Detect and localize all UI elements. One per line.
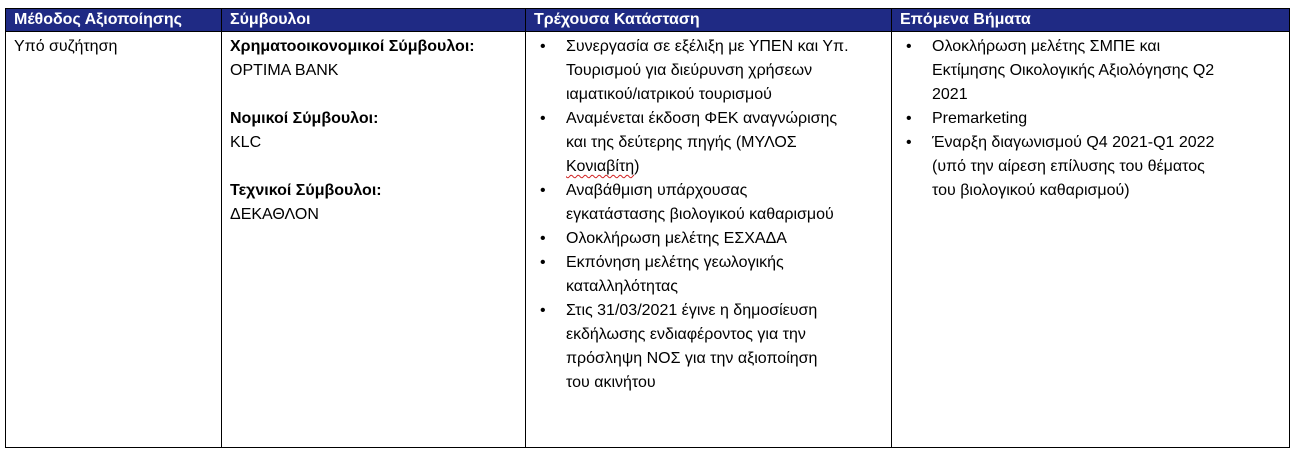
status-line (566, 155, 883, 179)
next-step-line: του βιολογικού καθαρισμού) (932, 182, 1130, 199)
spacer (230, 83, 517, 107)
status-line: εγκατάστασης βιολογικού καθαρισμού (566, 206, 834, 223)
spacer (230, 155, 517, 179)
next-step-line: Εκτίμησης Οικολογικής Αξιολόγησης Q2 (932, 62, 1215, 79)
bullet-icon: • (540, 182, 546, 199)
status-line: Αναμένεται έκδοση ΦΕΚ αναγνώρισης (566, 110, 838, 127)
status-line: Συνεργασία σε εξέλιξη με ΥΠΕΝ και Υπ. (566, 38, 849, 55)
bullet-icon: • (540, 230, 546, 247)
next-step-item (900, 107, 1281, 131)
status-line: και της δεύτερης πηγής (ΜΥΛΟΣ (566, 134, 797, 151)
status-line: εκδήλωσης ενδιαφέροντος για την (566, 326, 806, 343)
next-step-item (900, 35, 1281, 107)
bullet-icon: • (906, 38, 912, 55)
status-item (534, 227, 883, 251)
header-row (6, 9, 1290, 32)
financial-advisors-value: OPTIMA BANK (230, 62, 339, 79)
advisors-cell (222, 32, 526, 448)
status-line: ιαματικού/ιατρικού τουρισμού (566, 86, 772, 103)
next-steps-cell (892, 32, 1290, 448)
status-line-suffix: ) (634, 158, 640, 175)
next-step-line: 2021 (932, 86, 968, 103)
next-step-line: Έναρξη διαγωνισμού Q4 2021-Q1 2022 (932, 134, 1215, 151)
next-step-line: (υπό την αίρεση επίλυσης του θέματος (932, 158, 1205, 175)
bullet-icon: • (906, 134, 912, 151)
status-item (534, 35, 883, 107)
bullet-icon: • (906, 110, 912, 127)
bullet-icon: • (540, 110, 546, 127)
technical-advisors-value: ΔΕΚΑΘΛΟΝ (230, 206, 319, 223)
content-row (6, 32, 1290, 448)
next-step-line: Ολοκλήρωση μελέτης ΣΜΠΕ και (932, 38, 1161, 55)
spellcheck-word: Κονιαβίτη (566, 158, 635, 175)
asset-table (5, 8, 1290, 448)
header-status: Τρέχουσα Κατάσταση (526, 9, 892, 32)
status-cell (526, 32, 892, 448)
status-line: Αναβάθμιση υπάρχουσας (566, 182, 748, 199)
next-step-line: Premarketing (932, 110, 1028, 127)
header-advisors: Σύμβουλοι (222, 9, 526, 32)
status-line: Τουρισμού για διεύρυνση χρήσεων (566, 62, 813, 79)
technical-advisors-label: Τεχνικοί Σύμβουλοι: (230, 182, 382, 199)
status-line: του ακινήτου (566, 374, 656, 391)
next-steps-list (900, 35, 1281, 203)
header-method: Μέθοδος Αξιοποίησης (6, 9, 222, 32)
next-step-item (900, 131, 1281, 203)
status-item (534, 251, 883, 299)
status-line: πρόσληψη ΝΟΣ για την αξιοποίηση (566, 350, 818, 367)
legal-advisors-label: Νομικοί Σύμβουλοι: (230, 110, 379, 127)
status-line: καταλληλότητας (566, 278, 678, 295)
legal-advisors-value: KLC (230, 134, 262, 151)
status-line: Εκπόνηση μελέτης γεωλογικής (566, 254, 784, 271)
status-line: Ολοκλήρωση μελέτης ΕΣΧΑΔΑ (566, 230, 787, 247)
method-cell (6, 32, 222, 448)
bullet-icon: • (540, 38, 546, 55)
bullet-icon: • (540, 254, 546, 271)
header-next-steps: Επόμενα Βήματα (892, 9, 1290, 32)
status-item (534, 107, 883, 179)
status-item (534, 299, 883, 395)
method-value: Υπό συζήτηση (14, 38, 118, 55)
financial-advisors-label: Χρηματοοικονομικοί Σύμβουλοι: (230, 38, 475, 55)
status-item (534, 179, 883, 227)
status-list (534, 35, 883, 395)
status-line: Στις 31/03/2021 έγινε η δημοσίευση (566, 302, 818, 319)
bullet-icon: • (540, 302, 546, 319)
